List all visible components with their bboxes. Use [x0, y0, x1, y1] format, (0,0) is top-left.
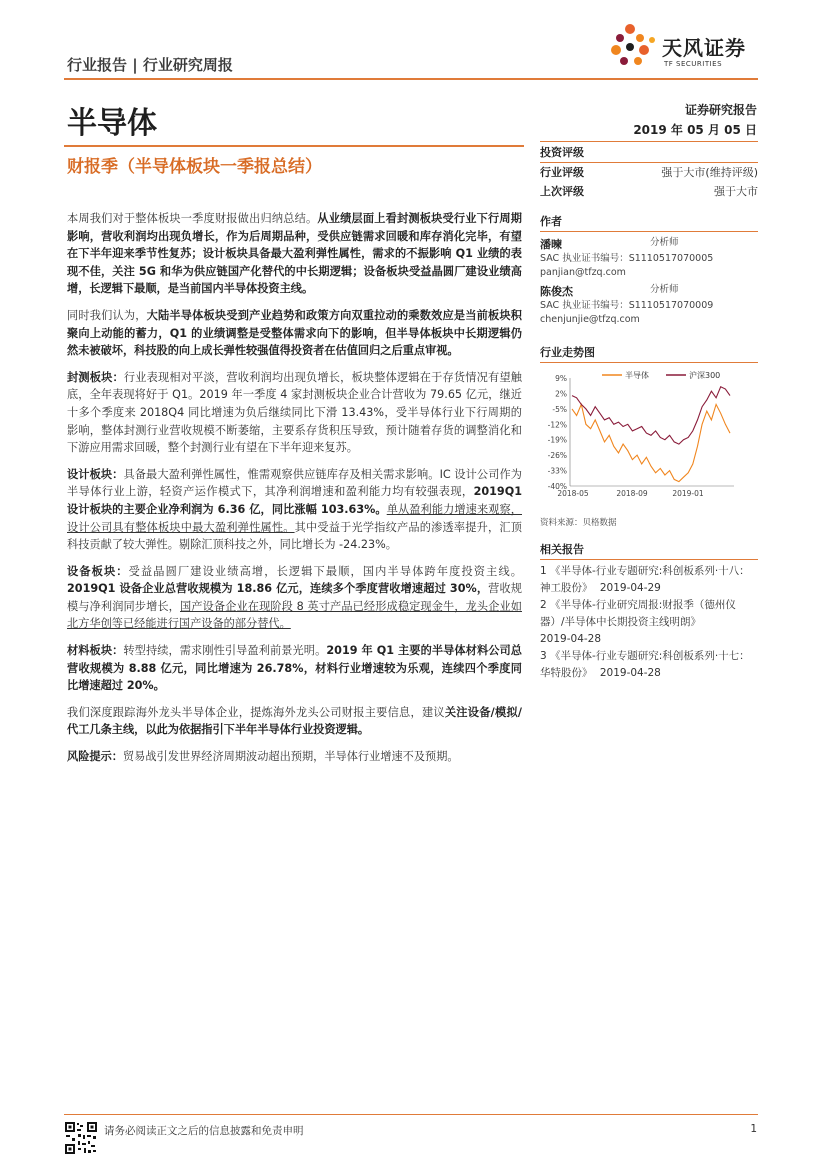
author-email[interactable]: panjian@tfzq.com: [540, 267, 626, 278]
author-sac: SAC 执业证书编号：S1110517070009: [540, 300, 714, 311]
related-report-item[interactable]: 3 《半导体-行业专题研究:科创板系列·十七：华特股份》 2019-04-28: [540, 650, 750, 679]
y-tick-label: -40%: [547, 482, 567, 491]
author-name: 潘暕: [540, 238, 562, 251]
footer-disclaimer: 请务必阅读正文之后的信息披露和免责申明: [104, 1125, 304, 1137]
paragraph-risk: 风险提示：贸易战引发世界经济周期波动超出预期，半导体行业增速不及预期。: [67, 750, 459, 764]
y-tick-label: -12%: [547, 420, 567, 430]
paragraph-summary: 本周我们对于整体板块一季度财报做出归纳总结。从业绩层面上看封测板块受行业下行周期影响，营收利润均出现负增长，作为后周期品种，受供应链需求回暖和库存消化完毕，有望在下半年迎来季节性复苏；设计板块具备最大盈利弹性属性，需求的不振影响 Q1 业绩的表现不佳，关注 5G 和华为供应链国产化替代的中长期逻辑；设备板块受益晶圆厂建设业绩高增，长逻辑下最顺，是当前国内半导体投资主线。: [67, 212, 522, 296]
rating-title: 投资评级: [540, 146, 584, 159]
legend-label: 半导体: [625, 371, 649, 380]
paragraph-design: 设计板块：具备最大盈利弹性属性，惟需观察供应链库存及相关需求影响。IC 设计公司作为半导体行业上游，轻资产运作模式下，其净利润增速和盈利能力均有较强表现，2019Q1 设计板块的主要企业净利润为 6.36 亿，同比涨幅 103.63%。单从盈利能力增速来观察，设计公司具有整体板块中最大盈利弹性属性。其中受益于光学指纹产品的渗透率提升，汇顶科技贡献了较大弹性。剔除汇顶科技之外，同比增长为 -24.23%。: [67, 467, 522, 552]
rating-row-previous: 上次评级 强于大市: [540, 185, 758, 198]
author-name: 陈俊杰: [540, 285, 573, 298]
logo-name: 天风证券: [662, 36, 746, 60]
author-sac: SAC 执业证书编号：S1110517070005: [540, 253, 714, 264]
authors-section: [540, 213, 758, 327]
series-line-csi300: [572, 387, 730, 444]
industry-trend-chart: [540, 366, 758, 512]
sector-title: 半导体: [67, 106, 157, 141]
y-tick-label: -33%: [547, 466, 567, 476]
paragraph-packaging: 封测板块：行业表现相对平淡，营收利润均出现负增长，板块整体逻辑在于存货情况有望触底，全年表现将好于 Q1。2019 年一季度 4 家封测板块企业合计营收为 79.65 亿元，继近十多个季度来 2018Q4 同比增速为负后继续同比下滑 13.43%，受半导体行业下行周期的影响，整体封测行业营收规模不断萎缩，主要系存货积压导致，预计随着存货的调整消化和下游应用需求回暖，整个封测行业有望在下半年迎来复苏。: [67, 370, 522, 455]
trend-title: 行业走势图: [540, 346, 595, 359]
qr-code-icon: [64, 1121, 98, 1155]
report-title: 财报季（半导体板块一季报总结）: [67, 157, 322, 177]
paragraph-view: 同时我们认为，大陆半导体板块受到产业趋势和政策方向双重拉动的乘数效应是当前板块积聚向上动能的蓄力，Q1 的业绩调整是受整体需求向下的影响，但半导体板块中长期逻辑仍然未被破坏，科技股的向上成长弹性较强值得投资者在估值回归之后重点审视。: [67, 308, 522, 358]
chart-axes: [548, 374, 734, 498]
related-title: 相关报告: [540, 543, 584, 556]
rating-section: [540, 141, 758, 201]
logo-subtitle: TF SECURITIES: [664, 60, 723, 68]
author-email[interactable]: chenjunjie@tfzq.com: [540, 314, 640, 325]
rating-row-current: 行业评级 强于大市(维持评级): [540, 166, 758, 179]
chart-source: 资料来源：贝格数据: [540, 518, 617, 528]
y-tick-label: -5%: [552, 404, 567, 414]
x-tick-label: 2019-01: [672, 489, 704, 498]
related-report-item[interactable]: 2 《半导体-行业研究周报:财报季（德州仪器）/半导体中长期投资主线明朗》 2019-04-28: [540, 599, 736, 645]
author-card: [540, 283, 758, 327]
related-reports-section: [540, 541, 758, 682]
report-body: [67, 210, 522, 775]
author-card: [540, 236, 758, 280]
trend-section-header: [540, 344, 758, 363]
x-tick-label: 2018-09: [616, 489, 648, 498]
y-tick-label: -26%: [547, 451, 567, 461]
company-logo: [610, 20, 760, 72]
y-tick-label: 9%: [555, 374, 567, 383]
series-line-semiconductor: [572, 404, 730, 481]
paragraph-equipment: 设备板块：受益晶圆厂建设业绩高增，长逻辑下最顺，国内半导体跨年度投资主线。2019Q1 设备企业总营收规模为 18.86 亿元，连续多个季度营收增速超过 30%，营收规模与净利润同步增长，国产设备企业在现阶段 8 英寸产品已经形成稳定现金牛，龙头企业如北方华创等已经能进行国产设备的部分替代。: [67, 564, 522, 631]
logo-mark-icon: [610, 20, 660, 72]
author-role: 分析师: [650, 284, 679, 295]
legend-label: 沪深300: [689, 371, 721, 380]
x-tick-label: 2018-05: [557, 489, 589, 498]
y-tick-label: -19%: [547, 435, 567, 445]
authors-title: 作者: [540, 215, 562, 228]
report-date: 2019 年 05 月 05 日: [633, 123, 757, 137]
report-category: 行业报告 | 行业研究周报: [67, 56, 233, 74]
related-report-item[interactable]: 1 《半导体-行业专题研究:科创板系列·十八：神工股份》 2019-04-29: [540, 565, 750, 594]
header-divider: [64, 78, 758, 80]
report-type: 证券研究报告: [684, 103, 757, 117]
paragraph-overseas: 我们深度跟踪海外龙头半导体企业，提炼海外龙头公司财报主要信息，建议关注设备/模拟/代工几条主线，以此为依据指引下半年半导体行业投资逻辑。: [67, 705, 522, 737]
rating-divider: [540, 141, 758, 142]
y-tick-label: 2%: [555, 389, 567, 399]
footer-divider: [64, 1114, 758, 1115]
chart-legend: [602, 370, 720, 380]
author-role: 分析师: [650, 237, 679, 248]
title-divider: [64, 145, 524, 147]
page-number: 1: [750, 1123, 757, 1135]
paragraph-materials: 材料板块：转型持续，需求刚性引导盈利前景光明。2019 年 Q1 主要的半导体材料公司总营收规模为 8.88 亿元，同比增速为 26.78%，材料行业增速较为乐观，连续四个季度同比增速超过 20%。: [67, 644, 522, 693]
